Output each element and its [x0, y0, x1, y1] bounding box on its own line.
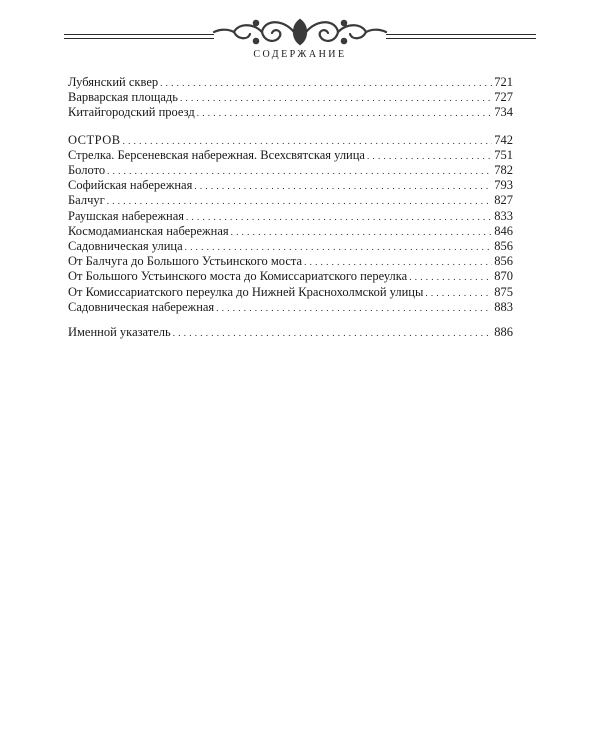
- ornament-icon: [212, 12, 388, 52]
- toc-entry-page: 846: [494, 223, 513, 238]
- toc-leader: [197, 105, 493, 120]
- toc-entry-title: Варварская площадь: [68, 90, 178, 105]
- toc-leader: [367, 148, 492, 163]
- toc-entry-page: 734: [494, 105, 513, 120]
- toc-entry-title: Лубянский сквер: [68, 75, 159, 89]
- toc-leader: [107, 163, 492, 178]
- toc-section-heading: [68, 133, 513, 148]
- toc-entry-page: 727: [494, 90, 513, 105]
- toc-entry: [68, 105, 513, 120]
- toc-entry: [68, 148, 513, 163]
- toc-leader: [194, 178, 492, 193]
- toc-leader: [180, 90, 492, 105]
- toc-entry-title: Космодамианская набережная: [68, 223, 229, 238]
- toc-leader: [173, 325, 493, 340]
- toc-entry-page: 886: [494, 325, 513, 340]
- toc-leader: [123, 133, 493, 148]
- toc-entry-page: 856: [494, 239, 513, 254]
- toc-entry-page: 793: [494, 178, 513, 193]
- toc-entry: [68, 209, 513, 224]
- toc-entry-title: Раушская набережная: [68, 208, 184, 223]
- toc-entry-title: От Комиссариатского переулка до Нижней Краснохолмской улицы: [68, 284, 424, 299]
- header-rule-left-thin: [64, 38, 214, 39]
- toc-entry-title: ОСТРОВ: [68, 132, 121, 147]
- toc-leader: [107, 193, 493, 208]
- page-title: СОДЕРЖАНИЕ: [253, 49, 347, 60]
- toc-leader: [185, 239, 493, 254]
- header-rule-right-thin: [386, 38, 536, 39]
- toc-leader: [231, 224, 493, 239]
- toc-entry-page: 875: [494, 284, 513, 299]
- toc-entry-title: Садовническая улица: [68, 239, 183, 254]
- toc-entry-page: 856: [494, 254, 513, 269]
- toc-entry-page: 782: [494, 163, 513, 178]
- toc-entry: [68, 254, 513, 269]
- toc-entry: [68, 285, 513, 300]
- header-rule-right: [386, 34, 536, 35]
- toc-entry: [68, 90, 513, 105]
- section-spacer: [68, 315, 513, 325]
- toc-entry-title: Балчуг: [68, 193, 105, 208]
- toc-leader: [409, 269, 492, 284]
- toc-entry-page: 742: [494, 132, 513, 147]
- toc-entry: [68, 300, 513, 315]
- toc-entry: [68, 239, 513, 254]
- toc-leader: [216, 300, 492, 315]
- toc-entry-page: 833: [494, 208, 513, 223]
- toc-entry: [68, 193, 513, 208]
- section-spacer: [68, 121, 513, 133]
- toc-entry-title: Стрелка. Берсеневская набережная. Всехсвятская улица: [68, 147, 365, 162]
- toc-entry: [68, 163, 513, 178]
- table-of-contents: [68, 75, 513, 340]
- toc-leader: [425, 285, 492, 300]
- toc-entry-page: 870: [494, 269, 513, 284]
- toc-entry-title: От Балчуга до Большого Устьинского моста: [68, 254, 303, 269]
- toc-entry-title: Садовническая набережная: [68, 299, 215, 314]
- toc-entry-page: 751: [494, 147, 513, 162]
- toc-entry-title: Софийская набережная: [68, 178, 193, 193]
- toc-entry-page: 883: [494, 299, 513, 314]
- toc-entry-page: 721: [494, 75, 513, 89]
- toc-entry-title: Китайгородский проезд: [68, 105, 195, 120]
- toc-leader: [304, 254, 492, 269]
- toc-entry-title: Именной указатель: [68, 325, 171, 340]
- page-header: [0, 0, 600, 70]
- toc-entry: [68, 269, 513, 284]
- toc-leader: [160, 75, 492, 90]
- toc-leader: [186, 209, 492, 224]
- toc-entry-title: От Большого Устьинского моста до Комиссариатского переулка: [68, 269, 408, 284]
- toc-entry-page: 827: [494, 193, 513, 208]
- toc-entry: [68, 178, 513, 193]
- toc-entry: [68, 75, 513, 90]
- header-rule-left: [64, 34, 214, 35]
- toc-entry-index: [68, 325, 513, 340]
- toc-entry: [68, 224, 513, 239]
- toc-entry-title: Болото: [68, 163, 106, 178]
